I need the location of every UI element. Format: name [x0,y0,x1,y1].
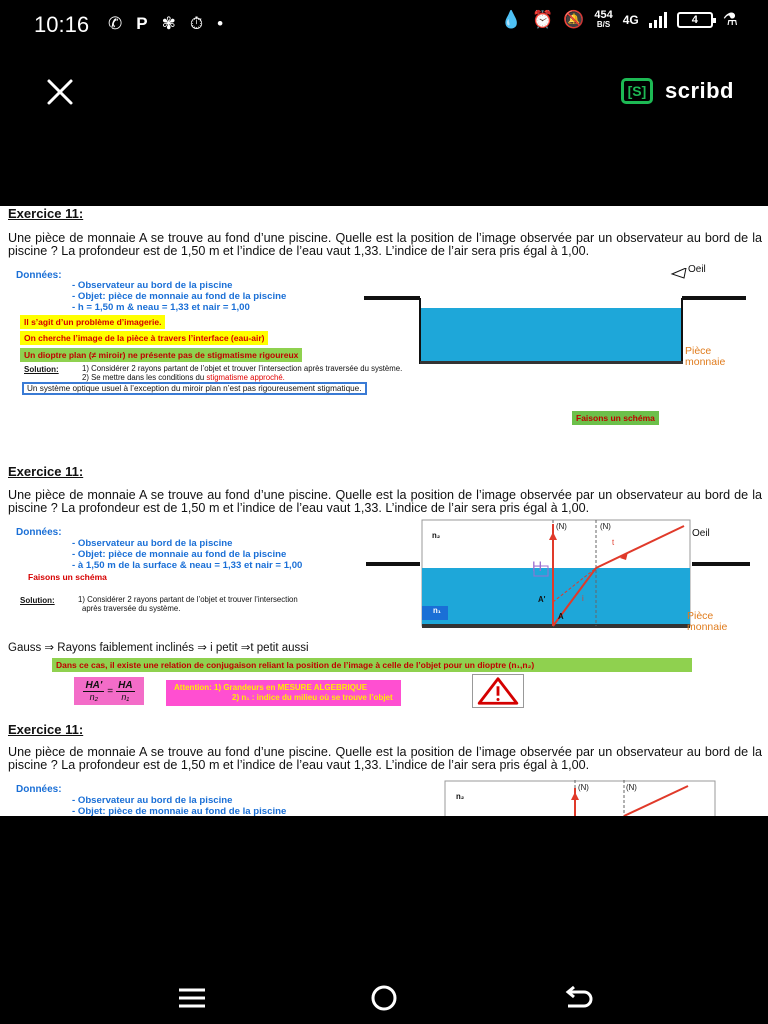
eye-label: Oeil [692,528,710,539]
point-h-label: H [532,558,543,574]
exercise-title: Exercice 11: [8,206,84,221]
data-bullet: - Observateur au bord de la piscine [72,538,233,549]
problem-statement: Une pièce de monnaie A se trouve au fond d’une piscine. Quelle est la position de l’image observée par un observateur au bord de la piscine ? La profondeur est de 1,50 m et l’indice de l’eau vaut 1,33. L’indice de l’air sera pris égal à 1,00. [8,231,762,258]
coin-label [687,611,727,633]
problem-statement: Une pièce de monnaie A se trouve au fond d’une piscine. Quelle est la position de l’image observée par un observateur au bord de la piscine ? La profondeur est de 1,50 m et l’indice de l’eau vaut 1,33. L’indice de l’air sera pris égal à 1,00. [8,745,762,772]
scribd-brand[interactable] [621,78,734,104]
attention-box [166,680,401,706]
timer-icon: ⏱ [189,14,204,33]
solution-label: Solution: [24,365,59,374]
warning-icon [472,674,524,708]
home-icon[interactable] [368,984,400,1012]
net-speed [594,10,612,30]
eye-label: Oeil [688,264,706,275]
alarm-icon: ⏰ [532,10,554,29]
formula-fraction [83,680,104,703]
coin-label-line: Pièce [685,345,712,357]
menu-icon[interactable] [176,984,208,1012]
solution-step: 1) Considérer 2 rayons partant de l’objet et trouver l’intersection après traversée du système. [82,364,403,373]
medium-n2-label: n₂ [432,531,441,540]
app-p-icon: P [136,14,148,33]
highlight-note: Un dioptre plan (≠ miroir) ne présente pas de stigmatisme rigoureux [20,348,302,362]
solution-step: 1) Considérer 2 rayons partant de l’objet et trouver l’intersection [78,595,298,604]
normal-label: (N) [600,522,611,531]
status-bar [0,0,768,50]
schema-label: Faisons un schéma [572,411,659,425]
schema-label: Faisons un schéma [28,572,107,582]
highlight-note: Il s’agit d’un problème d’imagerie. [20,315,165,329]
formula-fraction [116,680,134,703]
coin-label-line: Pièce [687,610,714,622]
exercise-title: Exercice 11: [8,464,84,479]
close-button[interactable] [44,76,76,108]
data-bullet: - Objet: pièce de monnaie au fond de la piscine [72,291,287,302]
solution-step [82,373,285,382]
data-bullet: - Objet: pièce de monnaie au fond de la piscine [72,549,287,560]
formula-numerator: HA [118,679,133,691]
highlight-note: On cherche l’image de la pièce à travers l’interface (eau-air) [20,331,268,345]
net-speed-value: 454 [594,9,613,21]
data-bullet: - Objet: pièce de monnaie au fond de la piscine [72,806,287,816]
system-nav-bar [0,972,768,1024]
formula-equals: = [107,685,114,697]
battery-level: 4 [691,14,698,26]
gauss-condition: Gauss ⇒ Rayons faiblement inclinés ⇒ i petit ⇒t petit aussi [8,642,309,654]
flask-icon: ⚗ [722,10,738,29]
back-icon[interactable] [562,984,594,1012]
medium-n1-label: n₁ [433,606,441,615]
attention-line: Attention: 1) Grandeurs en MESURE ALGEBRIQUE [174,683,368,692]
solution-step-text: 2) Se mettre dans les conditions du [82,373,205,382]
formula-denominator: n₂ [89,691,99,702]
normal-label: (N) [556,522,567,531]
app-bar [0,50,768,140]
eye-icon [672,268,686,278]
signal-icon [649,12,667,28]
solution-label: Solution: [20,596,55,605]
donnees-label: Données: [16,784,62,795]
normal-label: (N) [626,783,637,792]
brand-name: scribd [664,78,734,103]
network-type: 4G [622,13,639,27]
exercise-title: Exercice 11: [8,722,84,737]
coin-label-line: monnaie [685,356,726,368]
formula-denominator: n₁ [121,691,130,702]
donnees-label: Données: [16,527,62,538]
document-viewer[interactable] [0,206,768,816]
status-time: 10:16 [34,12,90,37]
formula-numerator: HA' [85,679,103,691]
boxed-note: Un système optique usuel à l’exception du miroir plan n’est pas rigoureusement stigmatique. [22,382,367,395]
data-bullet: - à 1,50 m de la surface & neau = 1,33 et nair = 1,00 [72,560,303,571]
conjugation-formula [74,677,144,705]
point-a-prime-label: A' [538,595,546,604]
system-icons [501,10,738,30]
dot-icon: • [217,14,224,33]
notification-icons [108,14,223,34]
drop-icon: 💧 [500,10,523,29]
water [421,308,681,364]
scribd-logo-icon: [S] [621,78,653,104]
donnees-label: Données: [16,270,62,281]
point-a-label: A [558,612,564,621]
conjugation-note: Dans ce cas, il existe une relation de conjugaison reliant la position de l’image à celle de l’objet pour un dioptre (n₁,n₂) [52,658,692,672]
battery-icon [677,12,713,28]
net-speed-unit: B/S [596,20,611,29]
close-icon [44,76,76,108]
solution-step: après traversée du système. [82,604,181,613]
angle-t-label: t [612,538,615,547]
angle-i-label: i [582,594,584,603]
solution-step-red: stigmatisme approché. [206,373,285,382]
whatsapp-icon: ✆ [108,14,123,33]
mute-icon: 🔕 [563,10,585,29]
coin-label-line: monnaie [687,621,728,633]
data-bullet: - Observateur au bord de la piscine [72,795,233,806]
huawei-icon: ✾ [161,14,176,33]
data-bullet: - h = 1,50 m & neau = 1,33 et nair = 1,00 [72,302,250,313]
attention-line: 2) n₁ : indice du milieu où se trouve l’objet [232,693,393,702]
problem-statement: Une pièce de monnaie A se trouve au fond d’une piscine. Quelle est la position de l’image observée par un observateur au bord de la piscine ? La profondeur est de 1,50 m et l’indice de l’eau vaut 1,33. L’indice de l’air sera pris égal à 1,00. [8,488,762,515]
data-bullet: - Observateur au bord de la piscine [72,280,233,291]
coin-label [685,346,725,368]
normal-label: (N) [578,783,589,792]
medium-n2-label: n₂ [456,792,465,801]
